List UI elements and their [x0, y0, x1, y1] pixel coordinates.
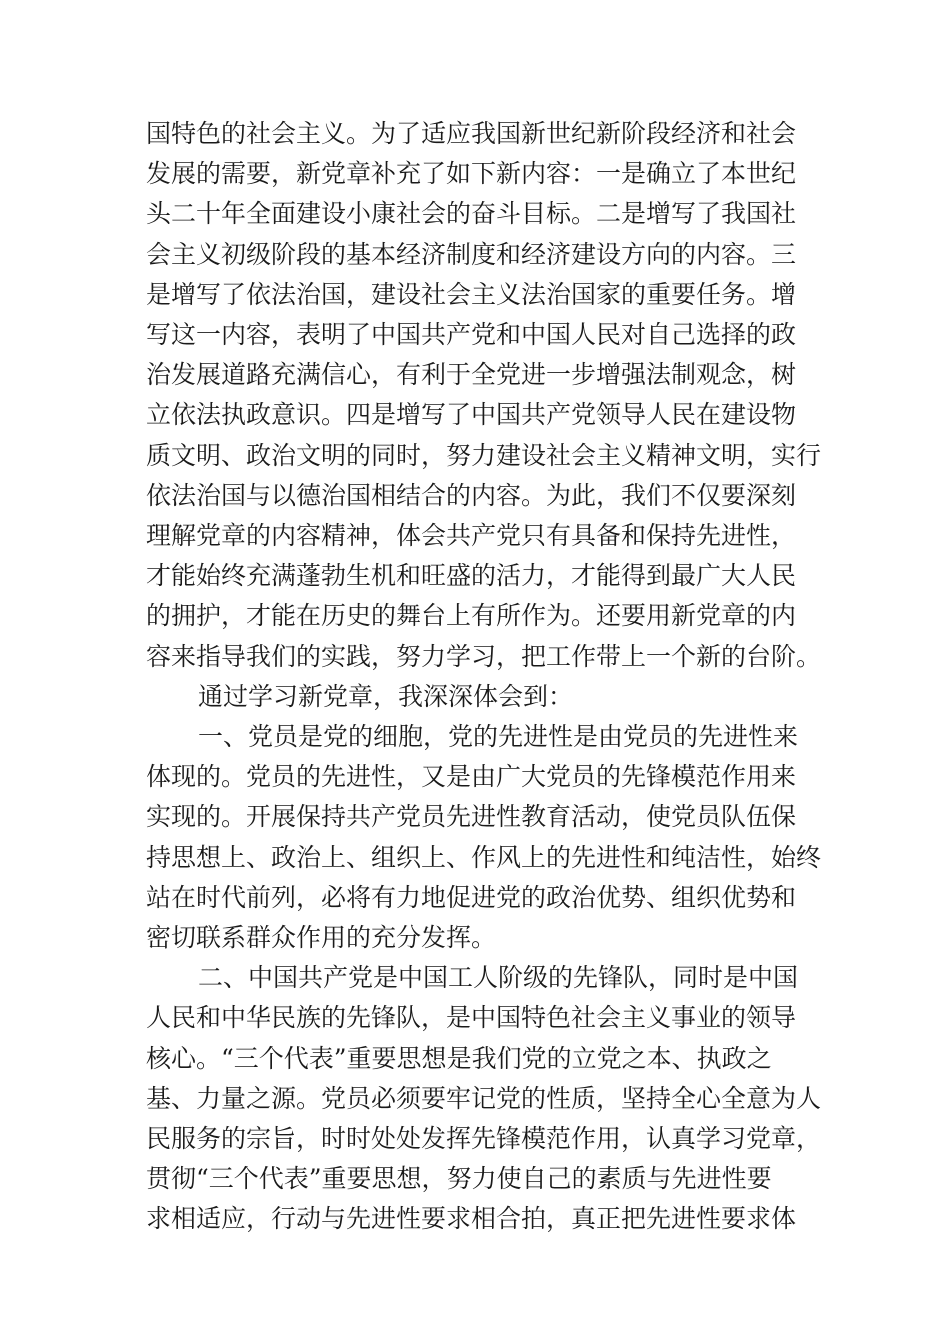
- text-line: 一、党员是党的细胞，党的先进性是由党员的先进性来: [198, 722, 799, 752]
- text-line: 实现的。开展保持共产党员先进性教育活动，使党员队伍保: [146, 802, 797, 832]
- paragraph-4: [146, 958, 822, 1239]
- text-line: 站在时代前列，必将有力地促进党的政治优势、组织优势和: [146, 882, 797, 912]
- text-line: 会主义初级阶段的基本经济制度和经济建设方向的内容。三: [146, 239, 797, 269]
- text-line: 核心。“三个代表”重要思想是我们党的立党之本、执政之: [146, 1043, 772, 1073]
- text-line: 发展的需要，新党章补充了如下新内容：一是确立了本世纪: [146, 159, 797, 189]
- text-line: 依法治国与以德治国相结合的内容。为此，我们不仅要深刻: [146, 480, 797, 510]
- text-line: 才能始终充满蓬勃生机和旺盛的活力，才能得到最广大人民: [146, 561, 797, 591]
- text-line: 贯彻“三个代表”重要思想，努力使自己的素质与先进性要: [146, 1164, 772, 1194]
- text-line: 国特色的社会主义。为了适应我国新世纪新阶段经济和社会: [146, 119, 797, 148]
- text-line: 是增写了依法治国，建设社会主义法治国家的重要任务。增: [146, 279, 797, 309]
- paragraph-3: [146, 717, 822, 958]
- text-line: 二、中国共产党是中国工人阶级的先锋队，同时是中国: [198, 963, 799, 993]
- text-line: 容来指导我们的实践，努力学习，把工作带上一个新的台阶。: [146, 641, 822, 671]
- text-line: 体现的。党员的先进性，又是由广大党员的先锋模范作用来: [146, 762, 797, 792]
- text-line: 持思想上、政治上、组织上、作风上的先进性和纯洁性，始终: [146, 842, 822, 872]
- text-line: 立依法执政意识。四是增写了中国共产党领导人民在建设物: [146, 400, 797, 430]
- text-line: 密切联系群众作用的充分发挥。: [146, 923, 497, 953]
- text-line: 写这一内容，表明了中国共产党和中国人民对自己选择的政: [146, 320, 797, 350]
- text-line: 人民和中华民族的先锋队，是中国特色社会主义事业的领导: [146, 1003, 797, 1033]
- text-line: 民服务的宗旨，时时处处发挥先锋模范作用，认真学习党章，: [146, 1124, 822, 1154]
- text-line: 头二十年全面建设小康社会的奋斗目标。二是增写了我国社: [146, 199, 797, 229]
- paragraph-1: [146, 114, 822, 677]
- text-line: 基、力量之源。党员必须要牢记党的性质，坚持全心全意为人: [146, 1083, 822, 1113]
- text-line: 的拥护，才能在历史的舞台上有所作为。还要用新党章的内: [146, 601, 797, 631]
- text-line: 通过学习新党章，我深深体会到：: [198, 681, 574, 711]
- text-line: 理解党章的内容精神，体会共产党只有具备和保持先进性，: [146, 521, 797, 551]
- document-body: [146, 114, 822, 1240]
- text-line: 治发展道路充满信心，有利于全党进一步增强法制观念，树: [146, 360, 797, 390]
- text-line: 求相适应，行动与先进性要求相合拍，真正把先进性要求体: [146, 1204, 797, 1234]
- text-line: 质文明、政治文明的同时，努力建设社会主义精神文明，实行: [146, 440, 822, 470]
- paragraph-2: [146, 677, 808, 717]
